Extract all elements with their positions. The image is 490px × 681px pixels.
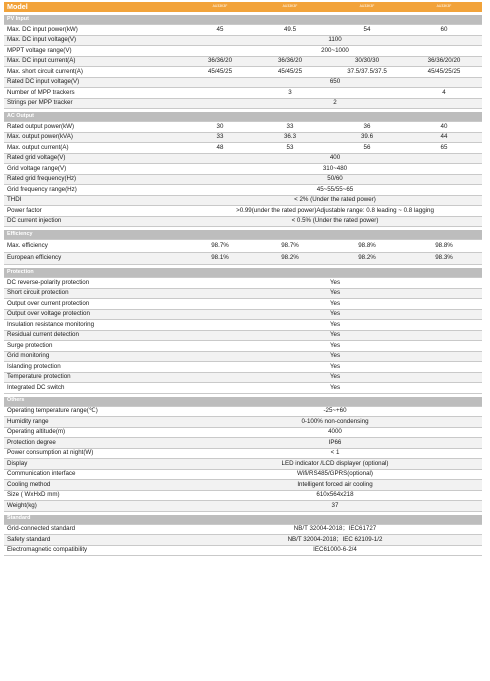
spec-row [4,501,482,512]
spec-label: Grid frequency range(Hz) [4,185,188,196]
spec-row [4,98,482,109]
spec-value: Yes [188,299,482,310]
spec-row [4,417,482,428]
model-name: AU33K3F [188,2,252,12]
spec-label: Max. output power(kVA) [4,132,188,143]
spec-value: Intelligent forced air cooling [188,480,482,491]
spec-row [4,56,482,67]
spec-row [4,174,482,185]
spec-value: 98.8% [328,240,406,253]
spec-row [4,524,482,535]
spec-value: >0.99(under the rated power)Adjustable range: 0.8 leading ~ 0.8 lagging [188,206,482,217]
spec-row [4,25,482,36]
spec-row [4,132,482,143]
spec-label: Rated output power(kW) [4,122,188,133]
spec-value: Yes [188,288,482,299]
spec-value: 39.6 [328,132,406,143]
spec-sheet [4,0,482,556]
spec-row [4,406,482,417]
spec-row [4,185,482,196]
spec-value: 650 [188,77,482,88]
spec-label: Surge protection [4,341,188,352]
spec-value: 610x564x218 [188,490,482,501]
spec-value: 53 [252,143,328,154]
spec-label: Power consumption at night(W) [4,448,188,459]
model-header-row [4,2,482,12]
spec-value: NB/T 32004-2018；IEC 62109-1/2 [188,535,482,546]
spec-value: IP66 [188,438,482,449]
spec-label: Communication interface [4,469,188,480]
spec-label: Rated grid frequency(Hz) [4,174,188,185]
spec-label: Humidity range [4,417,188,428]
spec-value: Yes [188,383,482,394]
model-name: AU33K3F [328,2,406,12]
spec-value: 36.3 [252,132,328,143]
spec-value: Yes [188,309,482,320]
spec-value: < 1 [188,448,482,459]
spec-value: 36/36/20 [252,56,328,67]
spec-label: Grid-connected standard [4,524,188,535]
spec-value: 45/45/25 [188,67,252,78]
section-header-others [4,397,482,407]
spec-label: Operating altitude(m) [4,427,188,438]
spec-label: Max. DC input voltage(V) [4,35,188,46]
spec-row [4,77,482,88]
spec-value: 37 [188,501,482,512]
spec-row [4,195,482,206]
spec-value: 98.7% [252,240,328,253]
spec-label: Rated grid voltage(V) [4,153,188,164]
spec-value: 54 [328,25,406,36]
spec-row [4,372,482,383]
spec-label: Size ( WxHxD mm) [4,490,188,501]
spec-label: DC current injection [4,216,188,227]
spec-value: LED indicator /LCD displayer (optional) [188,459,482,470]
spec-value: Yes [188,372,482,383]
spec-label: Short circuit protection [4,288,188,299]
spec-label: Temperature protection [4,372,188,383]
spec-label: Max. DC input power(kW) [4,25,188,36]
spec-value [328,88,406,99]
spec-value: 98.3% [406,252,482,265]
spec-label: DC reverse-polarity protection [4,278,188,289]
spec-label: Residual current detection [4,330,188,341]
spec-label: Max. DC input current(A) [4,56,188,67]
spec-value: NB/T 32004-2018；IEC61727 [188,524,482,535]
spec-row [4,88,482,99]
spec-row [4,341,482,352]
spec-value: 400 [188,153,482,164]
spec-value: Yes [188,278,482,289]
spec-value: 36 [328,122,406,133]
section-header-ac-output [4,112,482,122]
spec-value: IEC61000-6-2/4 [188,545,482,556]
spec-value: Yes [188,341,482,352]
model-name: AU33K3F [406,2,482,12]
section-header-efficiency [4,230,482,240]
spec-value: 45~55/55~65 [188,185,482,196]
spec-label: Integrated DC switch [4,383,188,394]
spec-value: 30 [188,122,252,133]
spec-row [4,309,482,320]
model-label: Model [4,2,188,12]
section-header-pv-input [4,15,482,25]
spec-row [4,362,482,373]
spec-label: Safety standard [4,535,188,546]
spec-row [4,299,482,310]
section-header-protection [4,268,482,278]
spec-row [4,122,482,133]
spec-label: European efficiency [4,252,188,265]
spec-value: Yes [188,320,482,331]
spec-value: 36/36/20/20 [406,56,482,67]
spec-value: Yes [188,330,482,341]
spec-value: 98.8% [406,240,482,253]
spec-value: 2 [188,98,482,109]
spec-label: Weight(kg) [4,501,188,512]
spec-label: Output over current protection [4,299,188,310]
spec-label: Strings per MPP tracker [4,98,188,109]
spec-row [4,469,482,480]
spec-value: 49.5 [252,25,328,36]
section-header-standard [4,515,482,525]
spec-label: Electromagnetic compatibility [4,545,188,556]
spec-row [4,278,482,289]
spec-label: Max. efficiency [4,240,188,253]
spec-label: Max. short circuit current(A) [4,67,188,78]
spec-value: 40 [406,122,482,133]
spec-value: 45 [188,25,252,36]
spec-row [4,351,482,362]
spec-row [4,330,482,341]
spec-label: Protection degree [4,438,188,449]
spec-row [4,252,482,265]
spec-value: 98.1% [188,252,252,265]
spec-label: Islanding protection [4,362,188,373]
spec-row [4,448,482,459]
spec-value: 98.7% [188,240,252,253]
spec-value: 37.5/37.5/37.5 [328,67,406,78]
spec-value: 65 [406,143,482,154]
spec-label: Output over voltage protection [4,309,188,320]
spec-value: 30/30/30 [328,56,406,67]
section-title: PV Input [4,15,482,25]
spec-row [4,427,482,438]
spec-value: 98.2% [328,252,406,265]
spec-value: 48 [188,143,252,154]
spec-value: 0-100% non-condensing [188,417,482,428]
spec-row [4,240,482,253]
section-title: Standard [4,515,482,525]
spec-label: Grid voltage range(V) [4,164,188,175]
spec-row [4,153,482,164]
spec-value: 33 [188,132,252,143]
spec-row [4,535,482,546]
spec-row [4,320,482,331]
spec-value: 200~1000 [188,46,482,57]
spec-value: 98.2% [252,252,328,265]
spec-label: Number of MPP trackers [4,88,188,99]
spec-label: Grid monitoring [4,351,188,362]
spec-value: Yes [188,362,482,373]
spec-value: 60 [406,25,482,36]
spec-value [188,88,252,99]
spec-value: 45/45/25/25 [406,67,482,78]
section-title: Others [4,397,482,407]
spec-row [4,383,482,394]
section-title: Protection [4,268,482,278]
spec-row [4,143,482,154]
spec-value: 33 [252,122,328,133]
spec-value: < 0.5% (Under the rated power) [188,216,482,227]
spec-value: < 2% (Under the rated power) [188,195,482,206]
spec-value: 3 [252,88,328,99]
spec-row [4,459,482,470]
section-title: AC Output [4,112,482,122]
spec-value: 1100 [188,35,482,46]
spec-label: Operating temperature range(℃) [4,406,188,417]
spec-row [4,438,482,449]
spec-row [4,35,482,46]
spec-value: 4 [406,88,482,99]
spec-label: Rated DC input voltage(V) [4,77,188,88]
spec-row [4,67,482,78]
spec-label: Insulation resistance monitoring [4,320,188,331]
spec-value: 310~480 [188,164,482,175]
model-name: AU33K3F [252,2,328,12]
spec-value: 45/45/25 [252,67,328,78]
spec-value: 4000 [188,427,482,438]
spec-value: 44 [406,132,482,143]
section-title: Efficiency [4,230,482,240]
spec-label: Display [4,459,188,470]
spec-value: 56 [328,143,406,154]
spec-row [4,288,482,299]
spec-row [4,46,482,57]
spec-row [4,164,482,175]
spec-value: 50/60 [188,174,482,185]
spec-row [4,480,482,491]
spec-label: Cooling method [4,480,188,491]
spec-row [4,206,482,217]
spec-row [4,216,482,227]
spec-value: Yes [188,351,482,362]
spec-value: Wifi/RS485/GPRS(optional) [188,469,482,480]
spec-value: -25~+60 [188,406,482,417]
spec-row [4,545,482,556]
spec-label: Max. output current(A) [4,143,188,154]
spec-value: 36/36/20 [188,56,252,67]
spec-row [4,490,482,501]
spec-table [4,2,482,556]
spec-label: Power factor [4,206,188,217]
spec-label: THDI [4,195,188,206]
spec-label: MPPT voltage range(V) [4,46,188,57]
